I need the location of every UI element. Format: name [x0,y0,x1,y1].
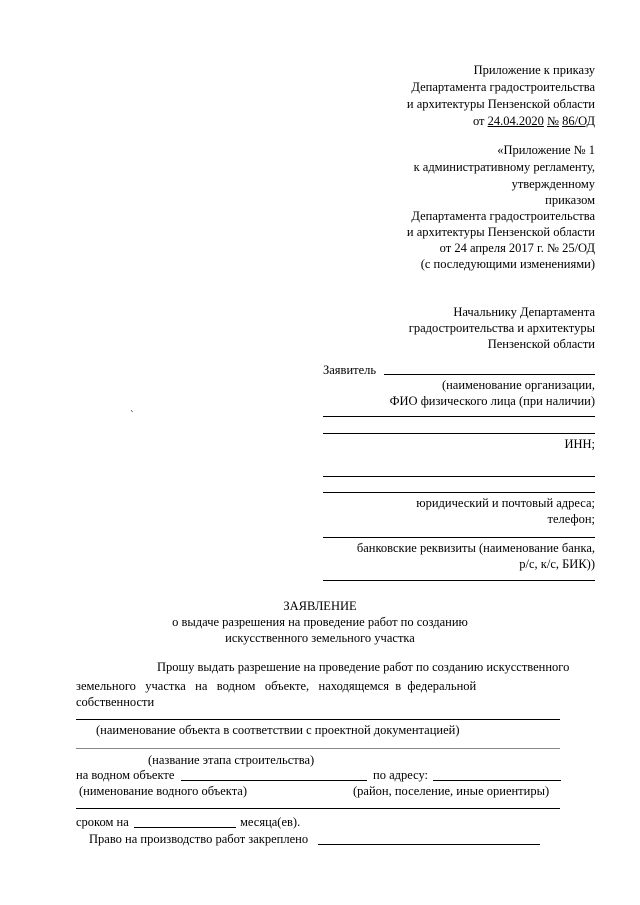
applicant-name-field[interactable] [384,374,595,375]
request-line-3: собственности [76,695,155,709]
document-subtitle-2: искусственного земельного участка [225,631,415,645]
addressee-line-3: Пензенской области [487,337,595,351]
bank-field-line[interactable] [323,537,595,538]
applicant-hint-1: (наименование организации, [441,378,595,392]
object-name-hint: (наименование объекта в соответствии с проектной документацией) [96,723,460,737]
document-title: ЗАЯВЛЕНИЕ [283,599,357,613]
addressee-line-1: Начальнику Департамента [453,305,595,319]
work-right-field[interactable] [318,844,540,845]
appendix-line-1: «Приложение № 1 [497,143,595,157]
header-line-3: и архитектуры Пензенской области [406,97,595,111]
applicant-label: Заявитель [323,363,377,377]
appendix-line-3: утвержденному [511,177,595,191]
term-months-field[interactable] [134,827,236,828]
appendix-line-8: (с последующими изменениями) [420,257,595,271]
applicant-field-line-2[interactable] [323,416,595,417]
order-number: 86/ОД [562,114,595,128]
extra-field-line[interactable] [76,808,560,809]
water-address-field[interactable] [433,780,561,781]
order-date: 24.04.2020 [487,114,544,128]
inn-label: ИНН; [564,437,595,451]
order-date-line [473,113,595,130]
appendix-line-5: Департамента градостроительства [411,209,595,223]
water-object-field[interactable] [181,780,367,781]
date-prefix: от [472,114,485,128]
appendix-line-6: и архитектуры Пензенской области [406,225,595,239]
work-right-label: Право на производство работ закреплено [89,832,309,846]
appendix-line-7: от 24 апреля 2017 г. № 25/ОД [439,241,595,255]
stage-hint: (название этапа строительства) [148,753,315,767]
phone-hint: телефон; [547,512,595,526]
address-field-line-1[interactable] [323,476,595,477]
applicant-field-line-3[interactable] [323,433,595,434]
stray-mark: ` [130,409,134,421]
header-line-2: Департамента градостроительства [411,80,595,94]
address-label: по адресу: [373,768,429,782]
appendix-line-2: к административному регламенту, [413,160,595,174]
bank-hint-1: банковские реквизиты (наименование банка, [356,541,595,555]
water-object-hint: (нименование водного объекта) [79,784,248,798]
header-line-1: Приложение к приказу [473,63,595,77]
document-subtitle-1: о выдаче разрешения на проведение работ по созданию [172,615,468,629]
request-line-2: земельного участка на водном объекте, находящемся в федеральной [76,679,477,693]
address-hint: юридический и почтовый адреса; [416,496,595,510]
term-prefix: сроком на [76,815,129,829]
area-hint: (район, поселение, иные ориентиры) [353,784,550,798]
object-name-field[interactable] [76,719,560,720]
appendix-line-4: приказом [545,193,595,207]
term-suffix: месяца(ев). [240,815,301,829]
address-field-line-2[interactable] [323,492,595,493]
bank-hint-2: р/с, к/с, БИК)) [519,557,595,571]
stage-field[interactable] [76,748,560,749]
number-sign: № [547,114,559,128]
request-line-1: Прошу выдать разрешение на проведение работ по созданию искусственного [157,660,570,674]
bank-field-line-2[interactable] [323,580,595,581]
addressee-line-2: градостроительства и архитектуры [408,321,595,335]
water-object-label: на водном объекте [76,768,175,782]
applicant-hint-2: ФИО физического лица (при наличии) [389,394,595,408]
